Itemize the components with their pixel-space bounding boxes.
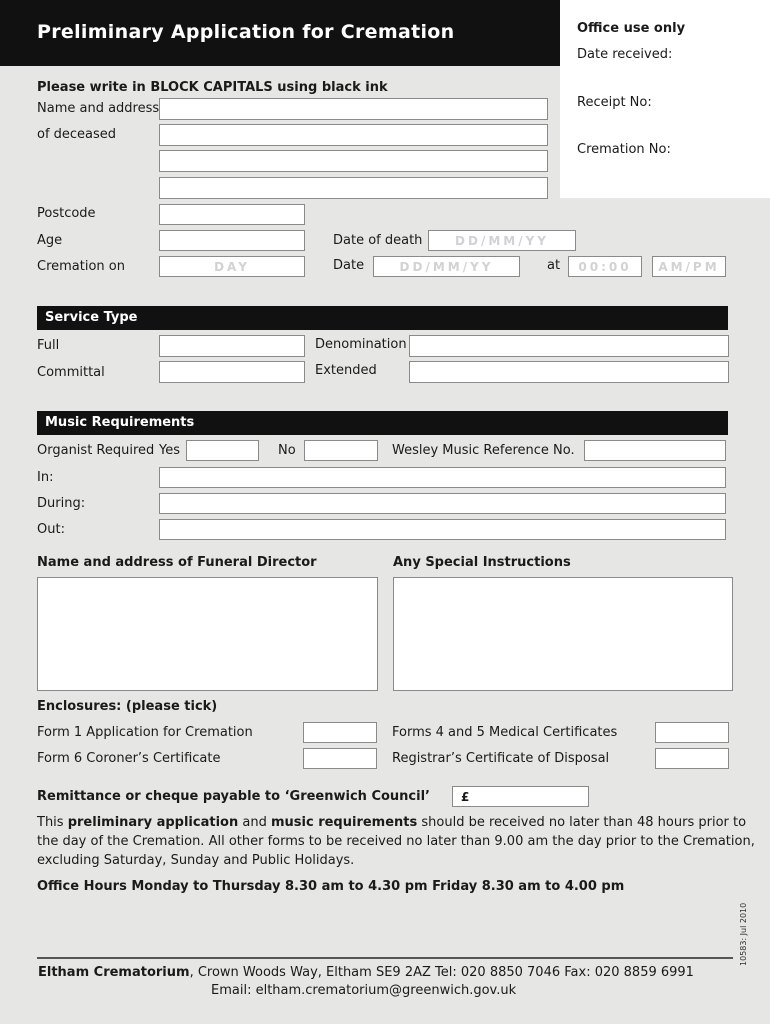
footer-divider: [37, 957, 733, 959]
organist-no-field[interactable]: [304, 440, 378, 461]
footer-address-text: , Crown Woods Way, Eltham SE9 2AZ Tel: 020 8850 7046 Fax: 020 8859 6991: [189, 965, 694, 980]
instruction-rest: using black ink: [272, 80, 388, 95]
form6-label: Form 6 Coroner’s Certificate: [37, 751, 221, 766]
deceased-address-line-2[interactable]: [159, 124, 548, 146]
registrar-label: Registrar’s Certificate of Disposal: [392, 751, 610, 766]
forms45-label: Forms 4 and 5 Medical Certificates: [392, 725, 618, 740]
music-during-field[interactable]: [159, 493, 726, 514]
music-during-label: During:: [37, 496, 86, 511]
notice-line-1: [37, 813, 746, 832]
receipt-no-label: Receipt No:: [577, 95, 652, 110]
full-field[interactable]: [159, 335, 305, 357]
service-type-heading: Service Type: [37, 306, 728, 330]
footer-address: [38, 965, 694, 980]
denomination-field[interactable]: [409, 335, 729, 357]
notice-line-3: excluding Saturday, Sunday and Public Holidays.: [37, 853, 355, 868]
remittance-amount-field[interactable]: [452, 786, 589, 807]
at-label: at: [547, 258, 561, 273]
notice-bold-music: music requirements: [270, 815, 418, 830]
notice-text: and: [238, 815, 271, 830]
committal-field[interactable]: [159, 361, 305, 383]
extended-field[interactable]: [409, 361, 729, 383]
cremation-day-field[interactable]: DAY: [159, 256, 305, 277]
notice-text: This: [37, 815, 68, 830]
postcode-field[interactable]: [159, 204, 305, 225]
wesley-ref-label: Wesley Music Reference No.: [392, 443, 575, 458]
deceased-address-line-1[interactable]: [159, 98, 548, 120]
date-received-label: Date received:: [577, 47, 673, 62]
instruction-text: [37, 80, 388, 95]
music-in-field[interactable]: [159, 467, 726, 488]
music-out-field[interactable]: [159, 519, 726, 540]
registrar-tick-box[interactable]: [655, 748, 729, 769]
cremation-time-field[interactable]: 00:00: [568, 256, 642, 277]
organist-yes-field[interactable]: [186, 440, 259, 461]
notice-bold-preliminary: preliminary application: [67, 815, 239, 830]
form6-tick-box[interactable]: [303, 748, 377, 769]
deceased-address-line-3[interactable]: [159, 150, 548, 172]
cremation-ampm-field[interactable]: AM/PM: [652, 256, 726, 277]
forms45-tick-box[interactable]: [655, 722, 729, 743]
organist-no-label: No: [278, 443, 296, 458]
organist-required-label: Organist Required: [37, 443, 155, 458]
wesley-ref-field[interactable]: [584, 440, 726, 461]
remittance-label: Remittance or cheque payable to ‘Greenwich Council’: [37, 789, 430, 804]
music-requirements-heading: Music Requirements: [37, 411, 728, 435]
of-deceased-label: of deceased: [37, 127, 117, 142]
date-of-death-label: Date of death: [333, 233, 423, 248]
special-instructions-textarea[interactable]: [393, 577, 733, 691]
pound-sign: £: [461, 790, 470, 804]
notice-text: should be received no later than 48 hours prior to: [417, 815, 747, 830]
organist-yes-label: Yes: [159, 443, 180, 458]
cremation-on-label: Cremation on: [37, 259, 125, 274]
page-title: Preliminary Application for Cremation: [37, 21, 455, 43]
form-reference: 10583: Jul 2010: [739, 902, 748, 966]
special-instructions-label: Any Special Instructions: [393, 555, 571, 570]
deceased-address-line-4[interactable]: [159, 177, 548, 199]
name-address-label: Name and address: [37, 101, 160, 116]
age-field[interactable]: [159, 230, 305, 251]
cremation-date-label: Date: [333, 258, 365, 273]
form1-tick-box[interactable]: [303, 722, 377, 743]
funeral-director-label: Name and address of Funeral Director: [37, 555, 317, 570]
office-use-heading: Office use only: [577, 21, 686, 36]
extended-label: Extended: [315, 363, 377, 378]
footer-org: Eltham Crematorium: [38, 965, 190, 980]
denomination-label: Denomination: [315, 337, 407, 352]
committal-label: Committal: [37, 365, 105, 380]
full-label: Full: [37, 338, 60, 353]
cremation-date-field[interactable]: DD/MM/YY: [373, 256, 520, 277]
footer-email: Email: eltham.crematorium@greenwich.gov.uk: [211, 983, 517, 998]
music-out-label: Out:: [37, 522, 65, 537]
date-of-death-field[interactable]: DD/MM/YY: [428, 230, 576, 251]
cremation-no-label: Cremation No:: [577, 142, 671, 157]
instruction-bold: Please write in BLOCK CAPITALS: [37, 80, 273, 95]
funeral-director-textarea[interactable]: [37, 577, 378, 691]
enclosures-heading: Enclosures: (please tick): [37, 699, 218, 714]
office-hours: Office Hours Monday to Thursday 8.30 am to 4.30 pm Friday 8.30 am to 4.00 pm: [37, 879, 625, 894]
form1-label: Form 1 Application for Cremation: [37, 725, 253, 740]
age-label: Age: [37, 233, 63, 248]
postcode-label: Postcode: [37, 206, 96, 221]
notice-line-2: the day of the Cremation. All other forms to be received no later than 9.00 am the day prior to the Cremation,: [37, 834, 755, 849]
music-in-label: In:: [37, 470, 54, 485]
